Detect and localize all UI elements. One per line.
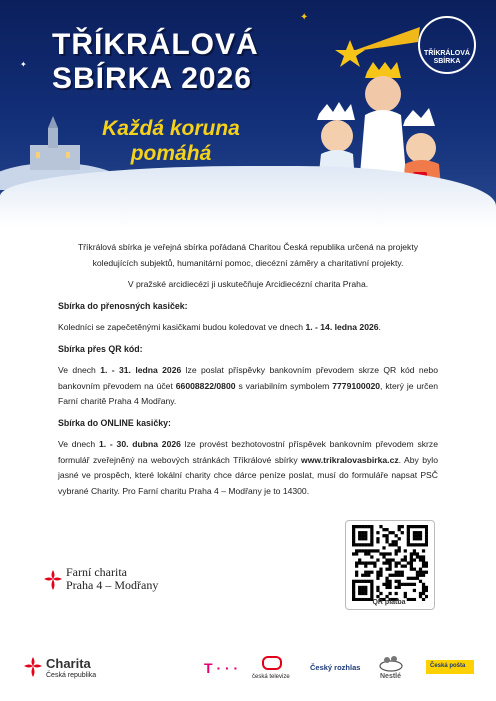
charita-logo-sub: Česká republika bbox=[46, 672, 97, 679]
text-span: . Aby bylo jasné ve prospěch, které lokální charity chce dárce peníze poslat, musí do formuláře napsat PSČ vybrané Charity. Pro Farní charitu Praha 4 – Modřany je to 14300. bbox=[58, 454, 438, 496]
campaign-title bbox=[52, 28, 259, 96]
variable-symbol: 7779100020 bbox=[332, 380, 381, 391]
ceska-posta-label: Česká pošta bbox=[430, 663, 466, 669]
charita-logo-name: Charita bbox=[46, 656, 91, 671]
header-banner bbox=[0, 0, 496, 228]
farni-line-1: Farní charita bbox=[66, 565, 127, 579]
nestle-nest-icon bbox=[378, 652, 404, 672]
tmobile-logo: T · · · bbox=[204, 660, 239, 676]
date-range: 1. - 30. dubna 2026 bbox=[98, 439, 181, 449]
qr-caption: QR platba bbox=[372, 599, 406, 606]
sbirka-logo bbox=[418, 16, 476, 74]
date-range: 1. - 31. ledna 2026 bbox=[100, 365, 182, 375]
section-heading-qr: Sbírka přes QR kód: bbox=[58, 343, 143, 354]
cesky-rozhlas-logo: Český rozhlas bbox=[310, 663, 361, 672]
charita-cross-icon bbox=[42, 568, 64, 592]
farni-line-2: Praha 4 – Modřany bbox=[66, 578, 159, 592]
section-text-kasicky bbox=[58, 320, 438, 336]
charita-cross-icon bbox=[22, 655, 44, 679]
title-line-2: SBÍRKA 2026 bbox=[52, 62, 252, 95]
website-link[interactable]: www.trikralovasbirka.cz bbox=[301, 454, 399, 465]
text-span: Koledníci se zapečetěnými kasičkami budou koledovat ve dnech bbox=[58, 322, 306, 332]
star-icon: ✦ bbox=[300, 12, 309, 23]
text-span: , který je určen Farní charitě Praha 4 Modřany. bbox=[58, 380, 439, 406]
qr-code-frame bbox=[345, 520, 435, 610]
badge-line-1: TŘÍKRÁLOVÁ bbox=[424, 50, 470, 57]
section-text-qr bbox=[58, 363, 438, 410]
text-span: lze provést bezhotovostní příspěvek bankovním převodem skrze formulář zveřejněný na webových stránkách Tříkrálové sbírky bbox=[58, 439, 438, 465]
intro-text: Tříkrálová sbírka je veřejná sbírka pořádaná Charitou Česká republika určená na projekty koledujících subjektů, humanitární pomoc, diecézní záměry a charitativní projekty. bbox=[77, 242, 419, 268]
nestle-logo: Nestlé bbox=[380, 673, 402, 680]
section-heading-kasicky: Sbírka do přenosných kasiček: bbox=[58, 300, 188, 311]
section-heading-online: Sbírka do ONLINE kasičky: bbox=[58, 417, 171, 428]
slogan-line-2: pomáhá bbox=[130, 142, 212, 165]
main-content bbox=[58, 240, 438, 505]
text-span: lze poslat příspěvky bankovním převodem skrze QR kód nebo bankovním převodem na účet bbox=[58, 365, 438, 391]
ceska-posta-logo bbox=[426, 660, 474, 674]
date-range: 1. - 14. ledna 2026 bbox=[305, 322, 379, 332]
text-span: s variabilním symbolem bbox=[235, 380, 333, 391]
farni-charita-logo bbox=[66, 566, 158, 592]
star-icon: ✦ bbox=[20, 60, 27, 69]
slogan-line-1: Každá koruna bbox=[102, 117, 240, 140]
account-number: 66008822/0800 bbox=[175, 380, 236, 391]
text-span: Ve dnech bbox=[58, 439, 99, 449]
text-span: . bbox=[378, 322, 381, 332]
section-text-online bbox=[58, 437, 438, 499]
qr-code[interactable] bbox=[352, 525, 428, 601]
text-span: Ve dnech bbox=[58, 365, 101, 375]
organizer-text: V pražské arcidiecézi ji uskutečňuje Arcidiecézní charita Praha. bbox=[127, 279, 369, 289]
snow-ground bbox=[0, 166, 496, 228]
ct-logo: česká televize bbox=[252, 674, 290, 680]
ct-logo-icon bbox=[262, 656, 282, 670]
title-line-1: TŘÍKRÁLOVÁ bbox=[52, 28, 259, 61]
badge-line-2: SBÍRKA bbox=[433, 58, 461, 65]
